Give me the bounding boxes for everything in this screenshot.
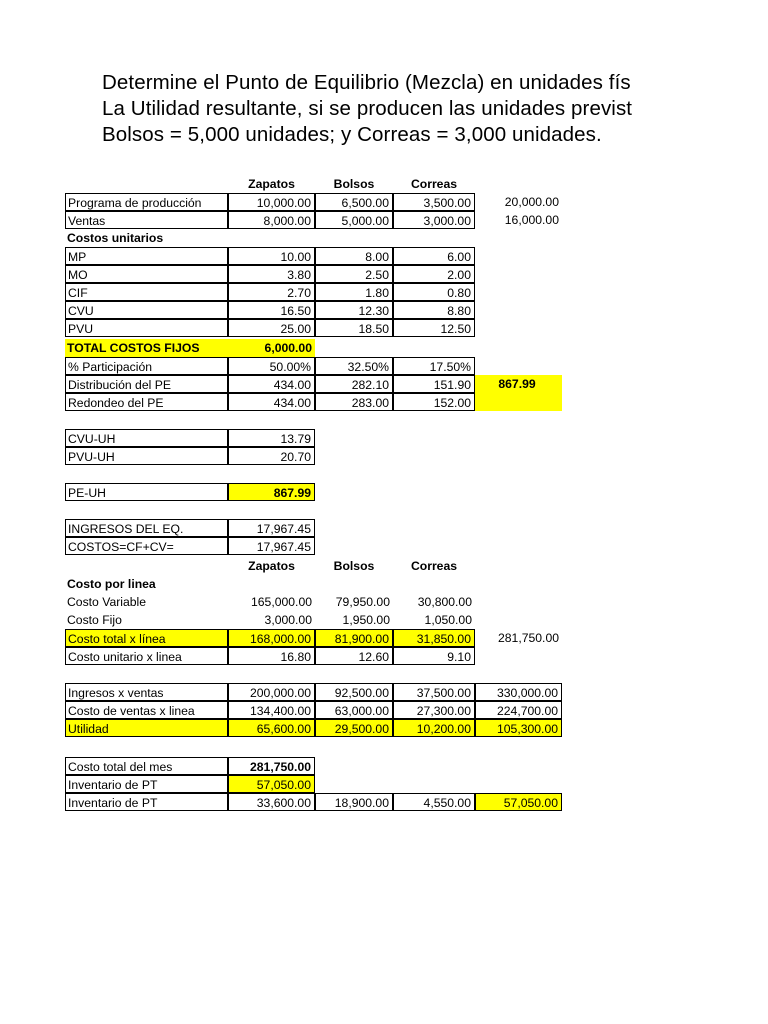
- cvu-label: CVU: [65, 301, 228, 319]
- sales_income-total: 330,000.00: [475, 683, 562, 701]
- cost_of_sales-correas: 27,300.00: [393, 701, 475, 719]
- program-total: 20,000.00: [504, 195, 559, 209]
- participation-correas: 17.50%: [393, 357, 475, 375]
- mp-zapatos: 10.00: [228, 247, 315, 265]
- total_line_cost-label: Costo total x línea: [65, 629, 228, 647]
- month_cost-value: 281,750.00: [228, 757, 315, 775]
- fixed_cost-bolsos: 1,950.00: [342, 613, 390, 627]
- mid-header-correas: Correas: [410, 559, 458, 573]
- program-correas: 3,500.00: [393, 193, 475, 211]
- eq_costs-label: COSTOS=CF+CV=: [65, 537, 228, 555]
- cost_of_sales-zapatos: 134,400.00: [228, 701, 315, 719]
- participation-bolsos: 32.50%: [315, 357, 393, 375]
- mp-bolsos: 8.00: [315, 247, 393, 265]
- total_line_cost-bolsos: 81,900.00: [315, 629, 393, 647]
- pvu-label: PVU: [65, 319, 228, 337]
- highlight-block: [475, 393, 562, 411]
- unit_line_cost-label: Costo unitario x linea: [65, 647, 228, 665]
- cvu-zapatos: 16.50: [228, 301, 315, 319]
- profit-correas: 10,200.00: [393, 719, 475, 737]
- pe_distribution-label: Distribución del PE: [65, 375, 228, 393]
- profit-bolsos: 29,500.00: [315, 719, 393, 737]
- cost_of_sales-label: Costo de ventas x linea: [65, 701, 228, 719]
- heading-line-3: Bolsos = 5,000 unidades; y Correas = 3,000 unidades.: [102, 123, 602, 146]
- mid-header-bolsos: Bolsos: [333, 559, 375, 573]
- pe_rounding-correas: 152.00: [393, 393, 475, 411]
- total_line_cost-correas: 31,850.00: [393, 629, 475, 647]
- inventory_a-value: 57,050.00: [228, 775, 315, 793]
- heading-line-2: La Utilidad resultante, si se producen las unidades previst: [102, 97, 633, 120]
- cvu_uh-label: CVU-UH: [65, 429, 228, 447]
- mo-label: MO: [65, 265, 228, 283]
- pe_rounding-zapatos: 434.00: [228, 393, 315, 411]
- inventory_b-correas: 4,550.00: [393, 793, 475, 811]
- program-bolsos: 6,500.00: [315, 193, 393, 211]
- unit_line_cost-zapatos: 16.80: [228, 647, 315, 665]
- cif-bolsos: 1.80: [315, 283, 393, 301]
- sales-zapatos: 8,000.00: [228, 211, 315, 229]
- mp-correas: 6.00: [393, 247, 475, 265]
- sales_income-bolsos: 92,500.00: [315, 683, 393, 701]
- eq_income-value: 17,967.45: [228, 519, 315, 537]
- inventory_b-zapatos: 33,600.00: [228, 793, 315, 811]
- top-header-correas: Correas: [410, 177, 458, 191]
- pvu_uh-label: PVU-UH: [65, 447, 228, 465]
- variable_cost-zapatos: 165,000.00: [251, 595, 312, 609]
- pe_uh-label: PE-UH: [65, 483, 228, 501]
- program-label: Programa de producción: [65, 193, 228, 211]
- program-zapatos: 10,000.00: [228, 193, 315, 211]
- pvu-zapatos: 25.00: [228, 319, 315, 337]
- eq_income-label: INGRESOS DEL EQ.: [65, 519, 228, 537]
- fixed-costs-label: TOTAL COSTOS FIJOS: [65, 339, 228, 357]
- cvu_uh-value: 13.79: [228, 429, 315, 447]
- eq_costs-value: 17,967.45: [228, 537, 315, 555]
- inventory_b-label: Inventario de PT: [65, 793, 228, 811]
- variable_cost-correas: 30,800.00: [417, 595, 472, 609]
- variable_cost-bolsos: 79,950.00: [335, 595, 390, 609]
- top-header-bolsos: Bolsos: [333, 177, 375, 191]
- fixed_cost-label: Costo Fijo: [67, 613, 122, 627]
- fixed_cost-zapatos: 3,000.00: [264, 613, 312, 627]
- mo-correas: 2.00: [393, 265, 475, 283]
- pe_rounding-label: Redondeo del PE: [65, 393, 228, 411]
- profit-zapatos: 65,600.00: [228, 719, 315, 737]
- cost_of_sales-total: 224,700.00: [475, 701, 562, 719]
- pe_distribution-total: 867.99: [475, 375, 562, 393]
- pvu_uh-value: 20.70: [228, 447, 315, 465]
- total_line_cost-zapatos: 168,000.00: [228, 629, 315, 647]
- cif-zapatos: 2.70: [228, 283, 315, 301]
- cif-label: CIF: [65, 283, 228, 301]
- line-cost-label: Costo por linea: [67, 577, 156, 591]
- mo-zapatos: 3.80: [228, 265, 315, 283]
- unit-costs-label: Costos unitarios: [67, 231, 164, 245]
- top-header-zapatos: Zapatos: [248, 177, 295, 191]
- sales_income-zapatos: 200,000.00: [228, 683, 315, 701]
- cvu-correas: 8.80: [393, 301, 475, 319]
- participation-label: % Participación: [65, 357, 228, 375]
- inventory_b-total: 57,050.00: [475, 793, 562, 811]
- fixed-costs-value: 6,000.00: [228, 339, 315, 357]
- unit_line_cost-correas: 9.10: [393, 647, 475, 665]
- inventory_b-bolsos: 18,900.00: [315, 793, 393, 811]
- sales-label: Ventas: [65, 211, 228, 229]
- participation-zapatos: 50.00%: [228, 357, 315, 375]
- sales-bolsos: 5,000.00: [315, 211, 393, 229]
- month_cost-label: Costo total del mes: [65, 757, 228, 775]
- pe_distribution-bolsos: 282.10: [315, 375, 393, 393]
- cvu-bolsos: 12.30: [315, 301, 393, 319]
- pe_rounding-bolsos: 283.00: [315, 393, 393, 411]
- total_line_cost-total: 281,750.00: [498, 631, 559, 645]
- mp-label: MP: [65, 247, 228, 265]
- pe_distribution-zapatos: 434.00: [228, 375, 315, 393]
- cost_of_sales-bolsos: 63,000.00: [315, 701, 393, 719]
- unit_line_cost-bolsos: 12.60: [315, 647, 393, 665]
- variable_cost-label: Costo Variable: [67, 595, 147, 609]
- profit-label: Utilidad: [65, 719, 228, 737]
- cif-correas: 0.80: [393, 283, 475, 301]
- heading-line-1: Determine el Punto de Equilibrio (Mezcla) en unidades fís: [102, 71, 631, 94]
- inventory_a-label: Inventario de PT: [65, 775, 228, 793]
- mo-bolsos: 2.50: [315, 265, 393, 283]
- sales-correas: 3,000.00: [393, 211, 475, 229]
- sales-total: 16,000.00: [504, 213, 559, 227]
- pvu-correas: 12.50: [393, 319, 475, 337]
- profit-total: 105,300.00: [475, 719, 562, 737]
- mid-header-zapatos: Zapatos: [248, 559, 295, 573]
- pe_distribution-correas: 151.90: [393, 375, 475, 393]
- pe_uh-value: 867.99: [228, 483, 315, 501]
- pvu-bolsos: 18.50: [315, 319, 393, 337]
- sales_income-correas: 37,500.00: [393, 683, 475, 701]
- fixed_cost-correas: 1,050.00: [424, 613, 472, 627]
- sales_income-label: Ingresos x ventas: [65, 683, 228, 701]
